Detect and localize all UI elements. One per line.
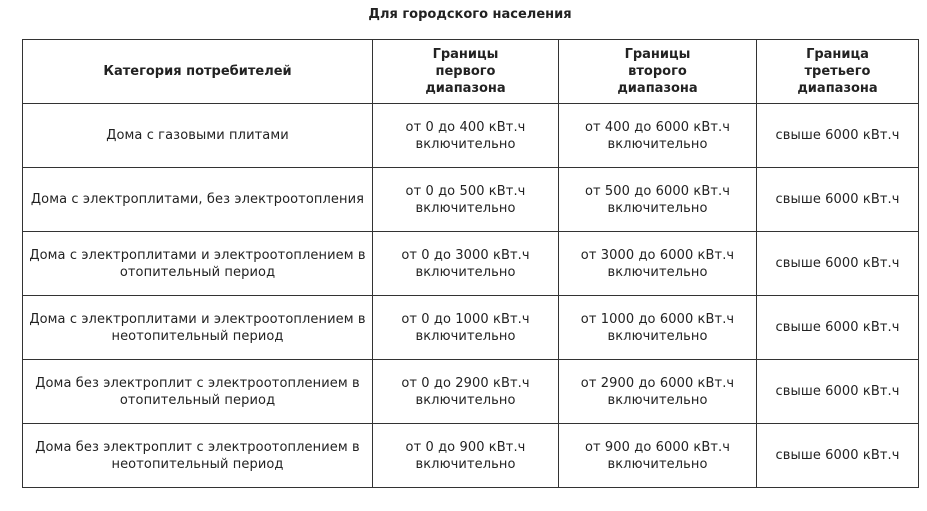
- cell-category-text: Дома без электроплит с электроотоплением в отопительный период: [35, 375, 360, 408]
- table-row: [23, 360, 919, 424]
- header-first-range: [373, 40, 559, 104]
- cell-first-range: [373, 232, 559, 296]
- table-row: [23, 424, 919, 488]
- header-third-range-label: Граница третьего диапазона: [797, 47, 878, 96]
- cell-third-range-text: свыше 6000 кВт.ч: [775, 128, 900, 143]
- table-caption: Для городского населения: [368, 7, 572, 22]
- cell-category: [23, 168, 373, 232]
- cell-category: [23, 296, 373, 360]
- cell-third-range: [757, 360, 919, 424]
- cell-category: [23, 104, 373, 168]
- cell-first-range-text: от 0 до 1000 кВт.ч включительно: [401, 311, 530, 344]
- cell-second-range-text: от 400 до 6000 кВт.ч включительно: [584, 119, 731, 152]
- cell-first-range: [373, 296, 559, 360]
- cell-third-range: [757, 296, 919, 360]
- cell-third-range: [757, 168, 919, 232]
- cell-category-text: Дома без электроплит с электроотоплением в неотопительный период: [35, 439, 360, 472]
- cell-first-range: [373, 168, 559, 232]
- cell-second-range-text: от 2900 до 6000 кВт.ч включительно: [580, 375, 735, 408]
- cell-category-text: Дома с электроплитами, без электроотопления: [30, 192, 365, 207]
- cell-first-range-text: от 0 до 3000 кВт.ч включительно: [401, 247, 530, 280]
- cell-third-range: [757, 424, 919, 488]
- cell-second-range-text: от 3000 до 6000 кВт.ч включительно: [580, 247, 735, 280]
- cell-category: [23, 360, 373, 424]
- cell-third-range: [757, 232, 919, 296]
- cell-third-range: [757, 104, 919, 168]
- header-third-range: [757, 40, 919, 104]
- cell-category: [23, 232, 373, 296]
- cell-second-range: [559, 104, 757, 168]
- cell-category-text: Дома с электроплитами и электроотоплением в неотопительный период: [29, 311, 366, 344]
- cell-third-range-text: свыше 6000 кВт.ч: [775, 320, 900, 335]
- cell-third-range-text: свыше 6000 кВт.ч: [775, 256, 900, 271]
- cell-third-range-text: свыше 6000 кВт.ч: [775, 192, 900, 207]
- cell-first-range: [373, 424, 559, 488]
- table-row: [23, 296, 919, 360]
- table-row: [23, 168, 919, 232]
- cell-second-range: [559, 360, 757, 424]
- cell-first-range-text: от 0 до 500 кВт.ч включительно: [405, 183, 526, 216]
- cell-first-range-text: от 0 до 900 кВт.ч включительно: [405, 439, 526, 472]
- table-row: [23, 232, 919, 296]
- table-header-row: [23, 40, 919, 104]
- header-second-range: [559, 40, 757, 104]
- cell-second-range-text: от 900 до 6000 кВт.ч включительно: [584, 439, 731, 472]
- cell-second-range: [559, 296, 757, 360]
- cell-first-range-text: от 0 до 2900 кВт.ч включительно: [401, 375, 530, 408]
- cell-category: [23, 424, 373, 488]
- cell-second-range-text: от 1000 до 6000 кВт.ч включительно: [580, 311, 735, 344]
- tariff-table: [22, 39, 919, 488]
- cell-first-range: [373, 104, 559, 168]
- cell-first-range: [373, 360, 559, 424]
- table-row: [23, 104, 919, 168]
- header-second-range-label: Границы второго диапазона: [617, 47, 698, 96]
- header-category: [23, 40, 373, 104]
- cell-first-range-text: от 0 до 400 кВт.ч включительно: [405, 119, 526, 152]
- cell-second-range-text: от 500 до 6000 кВт.ч включительно: [584, 183, 731, 216]
- cell-category-text: Дома с электроплитами и электроотоплением в отопительный период: [29, 247, 366, 280]
- header-first-range-label: Границы первого диапазона: [425, 47, 506, 96]
- cell-second-range: [559, 168, 757, 232]
- cell-second-range: [559, 232, 757, 296]
- cell-third-range-text: свыше 6000 кВт.ч: [775, 448, 900, 463]
- cell-third-range-text: свыше 6000 кВт.ч: [775, 384, 900, 399]
- cell-category-text: Дома с газовыми плитами: [106, 128, 289, 143]
- cell-second-range: [559, 424, 757, 488]
- header-category-label: Категория потребителей: [103, 64, 292, 79]
